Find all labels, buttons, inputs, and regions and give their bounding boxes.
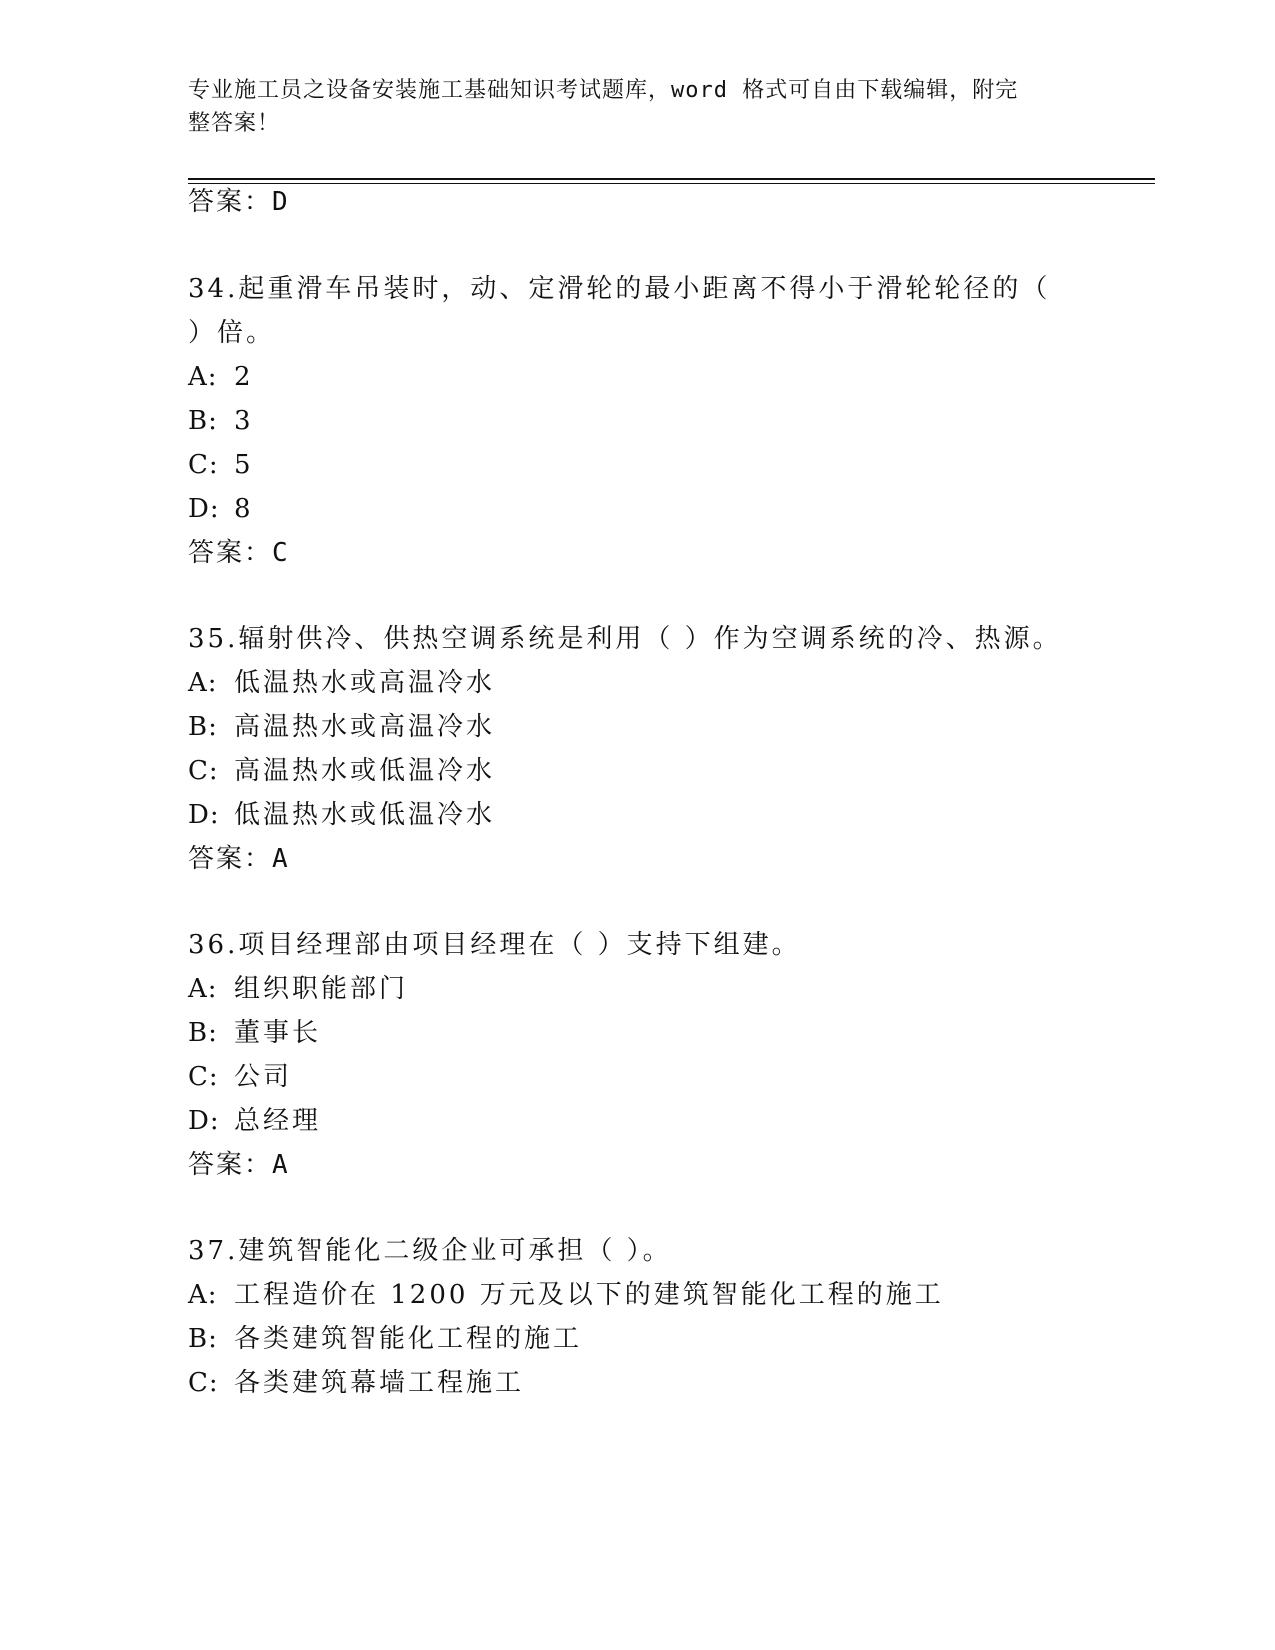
question-36-option-c: [188, 1060, 292, 1094]
question-37-option-b: [188, 1322, 582, 1356]
option-text: 总经理: [234, 1106, 322, 1136]
option-text: 各类建筑幕墙工程施工: [234, 1368, 525, 1398]
option-text: 董事长: [234, 1018, 322, 1048]
question-35-stem-line-1: 35.辐射供冷、供热空调系统是利用（ ）作为空调系统的冷、热源。: [188, 624, 1062, 654]
option-text: 低温热水或高温冷水: [234, 668, 496, 698]
header-divider-thin: [188, 183, 1155, 184]
option-text: 各类建筑智能化工程的施工: [234, 1324, 583, 1354]
option-text: 高温热水或低温冷水: [234, 756, 496, 786]
option-letter: D:: [188, 1106, 220, 1136]
question-34-stem-line-2: ）倍。: [188, 318, 276, 348]
question-36-option-d: [188, 1104, 321, 1138]
header-divider: [188, 178, 1155, 180]
option-letter: C:: [188, 450, 219, 480]
question-37-option-c: [188, 1366, 524, 1400]
option-letter: A:: [188, 362, 218, 392]
option-letter: A:: [188, 974, 218, 1004]
option-text: 高温热水或高温冷水: [234, 712, 496, 742]
option-letter: C:: [188, 1368, 219, 1398]
option-letter: D:: [188, 800, 220, 830]
question-36-stem-line-1: 36.项目经理部由项目经理在（ ）支持下组建。: [188, 930, 801, 960]
option-letter: C:: [188, 1062, 219, 1092]
option-letter: B:: [188, 1018, 218, 1048]
question-35-option-b: [188, 710, 495, 744]
question-34-option-a: [188, 360, 254, 394]
question-34-option-d: [188, 492, 254, 526]
option-text: 低温热水或低温冷水: [234, 800, 496, 830]
option-letter: C:: [188, 756, 219, 786]
question-37-option-a: [188, 1278, 944, 1312]
option-text: 工程造价在 1200 万元及以下的建筑智能化工程的施工: [234, 1280, 944, 1310]
option-text: 5: [234, 450, 254, 480]
question-34-option-b: [188, 404, 254, 438]
previous-answer: 答案：D: [188, 187, 290, 217]
option-text: 8: [234, 494, 254, 524]
option-text: 3: [234, 406, 254, 436]
question-34-option-c: [188, 448, 254, 482]
header-line-2: 整答案！: [188, 111, 281, 136]
option-text: 2: [234, 362, 254, 392]
document-header: [188, 74, 1068, 140]
question-37-stem-line-1: 37.建筑智能化二级企业可承担（ ）。: [188, 1236, 672, 1266]
header-line-1: 专业施工员之设备安装施工基础知识考试题库，word 格式可自由下载编辑，附完: [188, 78, 1019, 103]
option-letter: B:: [188, 406, 218, 436]
question-34-answer: 答案：C: [188, 538, 290, 568]
option-letter: B:: [188, 712, 218, 742]
question-35-option-d: [188, 798, 495, 832]
question-35-answer: 答案：A: [188, 844, 290, 874]
option-text: 公司: [234, 1062, 293, 1092]
question-36-option-a: [188, 972, 408, 1006]
option-letter: A:: [188, 1280, 218, 1310]
question-35-option-c: [188, 754, 495, 788]
option-letter: B:: [188, 1324, 218, 1354]
question-36-option-b: [188, 1016, 321, 1050]
option-text: 组织职能部门: [234, 974, 409, 1004]
option-letter: D:: [188, 494, 220, 524]
question-35-option-a: [188, 666, 495, 700]
option-letter: A:: [188, 668, 218, 698]
question-34-stem-line-1: 34.起重滑车吊装时，动、定滑轮的最小距离不得小于滑轮轮径的（: [188, 274, 1051, 304]
question-36-answer: 答案：A: [188, 1150, 290, 1180]
